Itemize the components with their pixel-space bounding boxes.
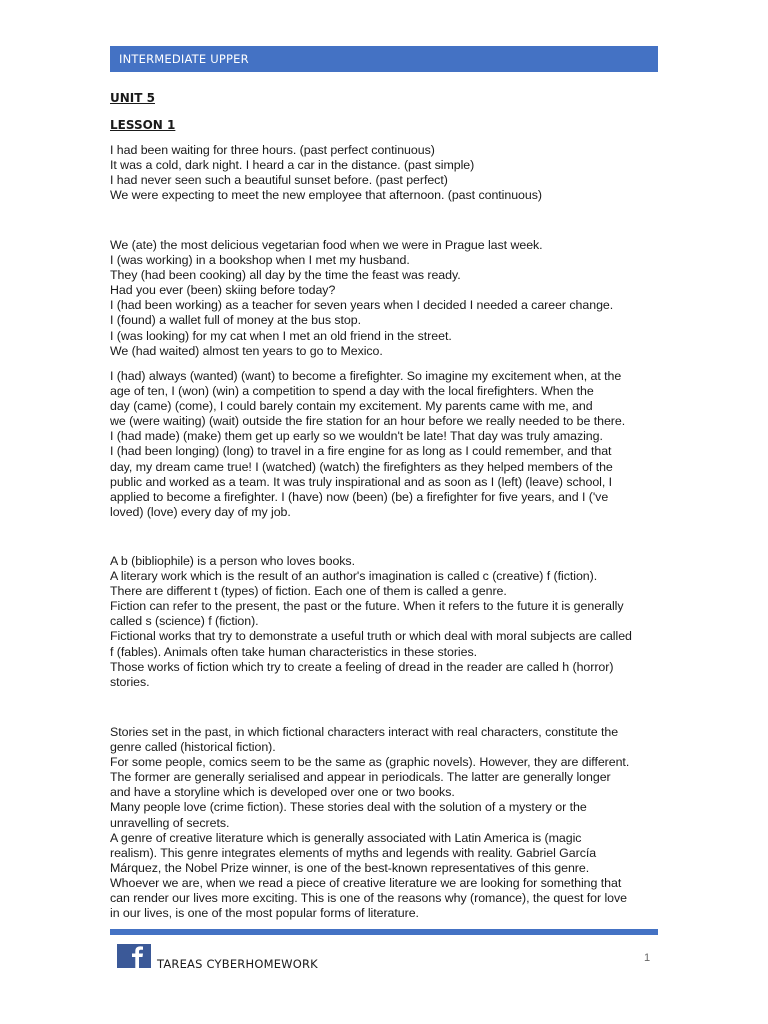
text-line: Had you ever (been) skiing before today? [110, 283, 336, 298]
text-line: I had never seen such a beautiful sunset before. (past perfect) [110, 173, 448, 188]
text-line: The former are generally serialised and appear in periodicals. The latter are generally longer [110, 770, 611, 785]
header-banner [110, 46, 658, 72]
facebook-icon [117, 944, 151, 968]
text-line: There are different t (types) of fiction. Each one of them is called a genre. [110, 584, 507, 599]
text-line: We were expecting to meet the new employee that afternoon. (past continuous) [110, 188, 542, 203]
text-line: genre called (historical fiction). [110, 740, 276, 755]
text-line: A b (bibliophile) is a person who loves books. [110, 554, 355, 568]
paragraph-tenses [110, 143, 662, 203]
text-line: We (ate) the most delicious vegetarian food when we were in Prague last week. [110, 238, 543, 252]
text-line: They (had been cooking) all day by the time the feast was ready. [110, 268, 461, 283]
text-line: in our lives, is one of the most popular forms of literature. [110, 906, 419, 921]
text-line: I (had been longing) (long) to travel in a fire engine for as long as I could remember, and that [110, 444, 612, 459]
text-line: public and worked as a team. It was truly inspirational and as soon as I (left) (leave) school, I [110, 474, 613, 489]
paragraph-firefighter [110, 369, 662, 520]
text-line: I (was looking) for my cat when I met an old friend in the street. [110, 328, 452, 343]
text-line: I (had been working) as a teacher for seven years when I decided I needed a career change. [110, 298, 614, 313]
text-line: f (fables). Animals often take human characteristics in these stories. [110, 644, 478, 659]
text-line: Those works of fiction which try to create a feeling of dread in the reader are called h (horror) [110, 659, 614, 674]
text-line: age of ten, I (won) (win) a competition to spend a day with the local firefighters. When the [110, 384, 594, 399]
text-line: Whoever we are, when we read a piece of creative literature we are looking for something that [110, 875, 622, 890]
page-number: 1 [644, 952, 651, 964]
text-line: and have a storyline which is developed over one or two books. [110, 785, 455, 800]
text-line: A genre of creative literature which is generally associated with Latin America is (magic [110, 830, 582, 845]
footer-label: TAREAS CYBERHOMEWORK [157, 957, 318, 971]
text-line: I (found) a wallet full of money at the bus stop. [110, 313, 362, 328]
footer-rule [110, 929, 658, 935]
text-line: Many people love (crime fiction). These stories deal with the solution of a mystery or the [110, 800, 587, 815]
text-line: I (was working) in a bookshop when I met my husband. [110, 253, 410, 268]
text-line: we (were waiting) (wait) outside the fire station for an hour before we really needed to be there. [110, 414, 626, 429]
text-line: A literary work which is the result of an author's imagination is called c (creative) f (fiction). [110, 569, 598, 584]
text-line: It was a cold, dark night. I heard a car in the distance. (past simple) [110, 158, 475, 173]
text-line: realism). This genre integrates elements of myths and legends with reality. Gabriel García [110, 845, 597, 860]
text-line: Márquez, the Nobel Prize winner, is one of the best-known representatives of this genre. [110, 860, 590, 875]
text-line: Stories set in the past, in which fictional characters interact with real characters, constitute the [110, 725, 619, 739]
text-line: applied to become a firefighter. I (have) now (been) (be) a firefighter for five years, and I ('ve [110, 489, 609, 504]
text-line: I (had made) (make) them get up early so we wouldn't be late! That day was truly amazing. [110, 429, 603, 444]
text-line: can render our lives more exciting. This is one of the reasons why (romance), the quest for love [110, 891, 628, 906]
text-line: Fiction can refer to the present, the past or the future. When it refers to the future it is generally [110, 599, 624, 614]
text-line: unravelling of secrets. [110, 815, 230, 830]
paragraph-sentences [110, 238, 662, 359]
lesson-heading: LESSON 1 [110, 118, 176, 132]
banner-title: INTERMEDIATE UPPER [119, 52, 249, 66]
text-line: stories. [110, 674, 150, 689]
unit-heading: UNIT 5 [110, 91, 155, 105]
text-line: I (had) always (wanted) (want) to become a firefighter. So imagine my excitement when, at the [110, 369, 622, 383]
paragraph-fiction-vocab [110, 554, 662, 690]
text-line: We (had waited) almost ten years to go to Mexico. [110, 343, 383, 358]
text-line: For some people, comics seem to be the same as (graphic novels). However, they are different. [110, 755, 630, 770]
text-line: Fictional works that try to demonstrate a useful truth or which deal with moral subjects are called [110, 629, 632, 644]
text-line: loved) (love) every day of my job. [110, 504, 291, 519]
text-line: day (came) (come), I could barely contain my excitement. My parents came with me, and [110, 399, 593, 414]
text-line: called s (science) f (fiction). [110, 614, 259, 629]
paragraph-genres [110, 725, 662, 921]
text-line: I had been waiting for three hours. (past perfect continuous) [110, 143, 435, 157]
text-line: day, my dream came true! I (watched) (watch) the firefighters as they helped members of the [110, 459, 613, 474]
